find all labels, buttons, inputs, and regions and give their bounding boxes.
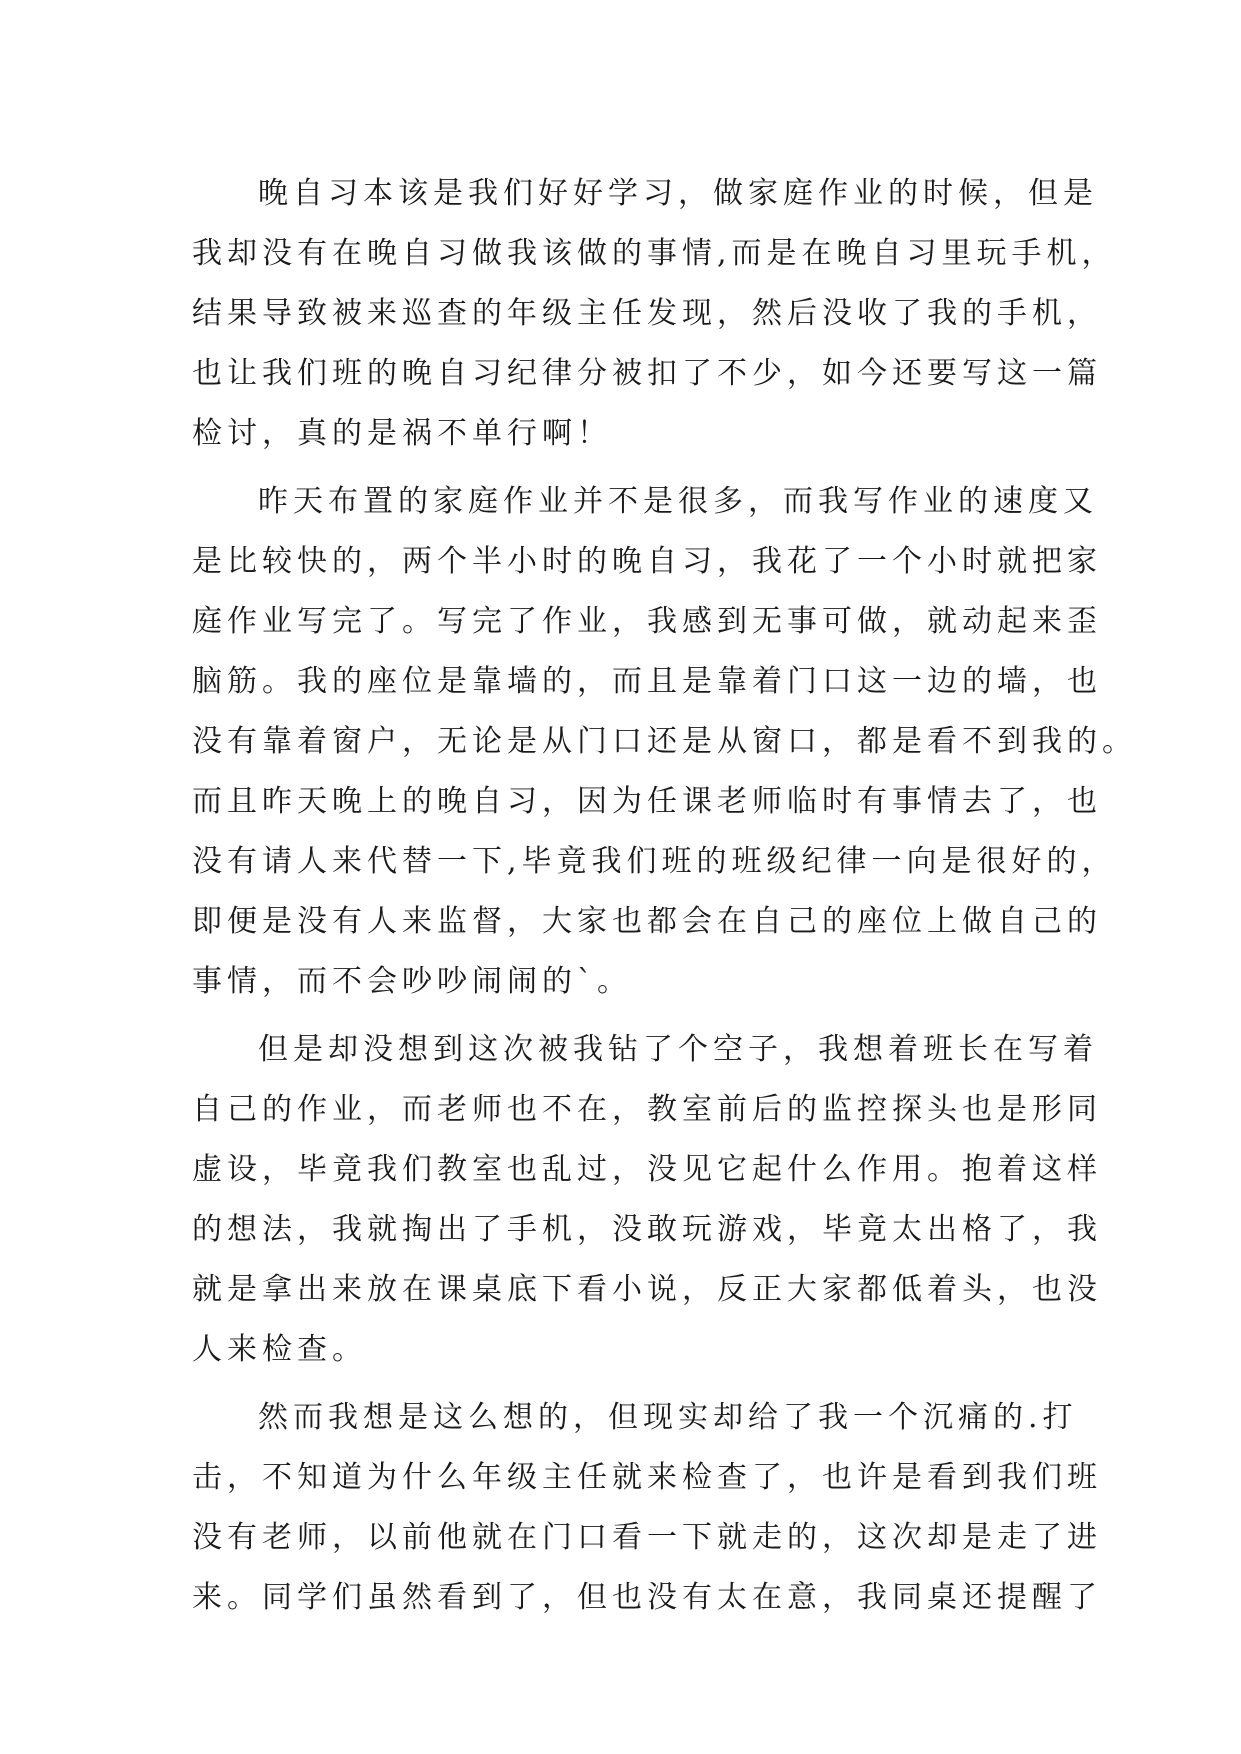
text-line: 结果导致被来巡查的年级主任发现，然后没收了我的手机， xyxy=(192,296,1102,331)
text-line: 我却没有在晚自习做我该做的事情,而是在晚自习里玩手机， xyxy=(192,236,1117,271)
text-line: 没有靠着窗户，无论是从门口还是从窗口，都是看不到我的。 xyxy=(192,724,1137,759)
text-line: 人来检查。 xyxy=(192,1332,367,1367)
document-body xyxy=(192,164,1137,1636)
text-line: 事情，而不会吵吵闹闹的`。 xyxy=(192,964,632,999)
text-line: 的想法，我就掏出了手机，没敢玩游戏，毕竟太出格了，我 xyxy=(192,1212,1102,1247)
paragraph-3 xyxy=(192,1020,1102,1380)
text-line: 虚设，毕竟我们教室也乱过，没见它起什么作用。抱着这样 xyxy=(192,1152,1102,1187)
text-line: 是比较快的，两个半小时的晚自习，我花了一个小时就把家 xyxy=(192,544,1102,579)
paragraph-4 xyxy=(192,1388,1102,1628)
text-line: 检讨，真的是祸不单行啊！ xyxy=(192,416,612,451)
text-line: 庭作业写完了。写完了作业，我感到无事可做，就动起来歪 xyxy=(192,604,1102,639)
paragraph-1 xyxy=(192,164,1117,464)
text-line: 就是拿出来放在课桌底下看小说，反正大家都低着头，也没 xyxy=(192,1272,1102,1307)
paragraph-2 xyxy=(192,472,1137,1012)
text-line: 即便是没有人来监督，大家也都会在自己的座位上做自己的 xyxy=(192,904,1102,939)
text-line: 而且昨天晚上的晚自习，因为任课老师临时有事情去了，也 xyxy=(192,784,1102,819)
text-line: 晚自习本该是我们好好学习，做家庭作业的时候，但是 xyxy=(258,176,1098,211)
text-line: 击，不知道为什么年级主任就来检查了，也许是看到我们班 xyxy=(192,1460,1102,1495)
text-line: 没有请人来代替一下,毕竟我们班的班级纪律一向是很好的， xyxy=(192,844,1117,879)
text-line: 但是却没想到这次被我钻了个空子，我想着班长在写着 xyxy=(258,1032,1098,1067)
text-line: 自己的作业，而老师也不在，教室前后的监控探头也是形同 xyxy=(192,1092,1102,1127)
text-line: 昨天布置的家庭作业并不是很多，而我写作业的速度又 xyxy=(258,484,1098,519)
text-line: 来。同学们虽然看到了，但也没有太在意，我同桌还提醒了 xyxy=(192,1580,1102,1615)
text-line: 没有老师，以前他就在门口看一下就走的，这次却是走了进 xyxy=(192,1520,1102,1555)
text-line: 也让我们班的晚自习纪律分被扣了不少，如今还要写这一篇 xyxy=(192,356,1102,391)
text-line: 然而我想是这么想的，但现实却给了我一个沉痛的.打 xyxy=(258,1400,1078,1435)
text-line: 脑筋。我的座位是靠墙的，而且是靠着门口这一边的墙，也 xyxy=(192,664,1102,699)
